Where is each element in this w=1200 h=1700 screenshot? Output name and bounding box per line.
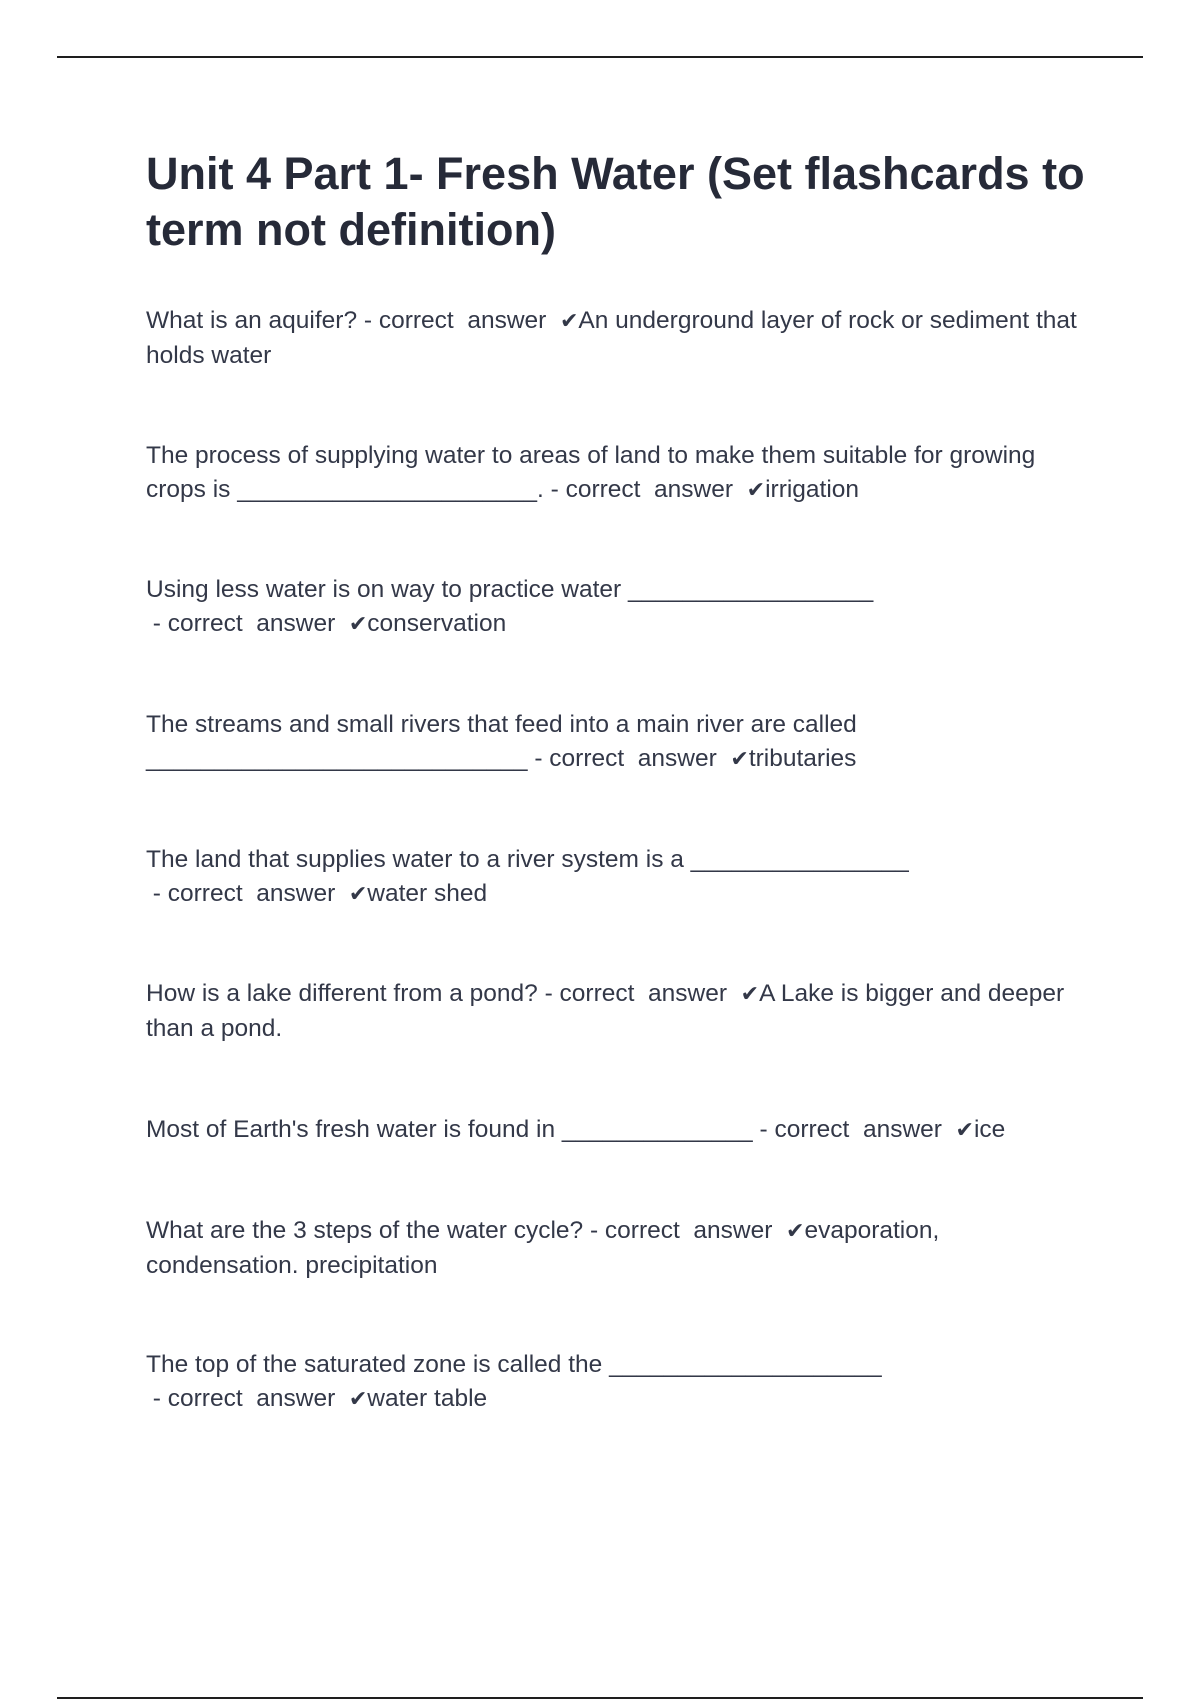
flashcard-question: The land that supplies water to a river system is a ________________ [146, 846, 909, 873]
check-mark-icon: ✔ [348, 612, 368, 637]
document-title: Unit 4 Part 1- Fresh Water (Set flashcards to term not definition) [146, 148, 1085, 255]
check-mark-icon: ✔ [740, 982, 760, 1007]
flashcard-question: The top of the saturated zone is called the ____________________ [146, 1351, 882, 1378]
flashcard-item [146, 439, 1096, 508]
correct-answer-label: - correct answer [146, 1385, 349, 1412]
flashcard-question: What is an aquifer? [146, 307, 358, 334]
top-divider [57, 56, 1143, 58]
flashcard-question: The process of supplying water to areas of land to make them suitable for growing crops is ______________________. [146, 442, 1036, 503]
correct-answer-label: - correct answer [583, 1217, 786, 1244]
flashcard-answer: water shed [367, 880, 488, 907]
flashcard-answer: ice [973, 1116, 1006, 1143]
flashcard-item [146, 843, 1096, 912]
correct-answer-label: - correct answer [146, 610, 349, 637]
flashcard-question: What are the 3 steps of the water cycle? [146, 1217, 584, 1244]
correct-answer-label: - correct answer [527, 745, 731, 772]
check-mark-icon: ✔ [559, 309, 579, 334]
correct-answer-label: - correct answer [543, 476, 747, 503]
flashcard-item [146, 304, 1096, 373]
check-mark-icon: ✔ [786, 1219, 805, 1244]
flashcard-answer: tributaries [748, 745, 857, 772]
correct-answer-label: - correct answer [357, 307, 560, 334]
flashcard-question: How is a lake different from a pond? [146, 980, 538, 1007]
check-mark-icon: ✔ [348, 882, 368, 907]
check-mark-icon: ✔ [955, 1118, 974, 1143]
flashcard-answer: conservation [367, 610, 507, 637]
flashcard-item [146, 708, 1096, 777]
correct-answer-label: - correct answer [537, 980, 741, 1007]
flashcard-question: The streams and small rivers that feed into a main river are called ____________________________ [146, 711, 857, 772]
flashcard-item [146, 1348, 1096, 1417]
correct-answer-label: - correct answer [752, 1116, 956, 1143]
check-mark-icon: ✔ [730, 747, 749, 772]
check-mark-icon: ✔ [348, 1387, 368, 1412]
check-mark-icon: ✔ [746, 478, 766, 503]
flashcard-item [146, 977, 1096, 1046]
flashcard-answer: irrigation [765, 476, 860, 503]
correct-answer-label: - correct answer [146, 880, 349, 907]
flashcard-answer: An underground layer of rock or sediment that holds water [146, 307, 1077, 369]
flashcard-answer: evaporation, condensation. precipitation [146, 1217, 940, 1279]
flashcard-item [146, 1214, 1096, 1283]
flashcard-item [146, 1113, 1096, 1148]
flashcard-question: Most of Earth's fresh water is found in ______________ [146, 1116, 753, 1143]
flashcard-answer: water table [367, 1385, 488, 1412]
flashcard-question: Using less water is on way to practice water __________________ [146, 576, 874, 603]
bottom-divider [57, 1697, 1143, 1699]
flashcard-item [146, 573, 1096, 642]
flashcard-answer: A Lake is bigger and deeper than a pond. [146, 980, 1065, 1042]
